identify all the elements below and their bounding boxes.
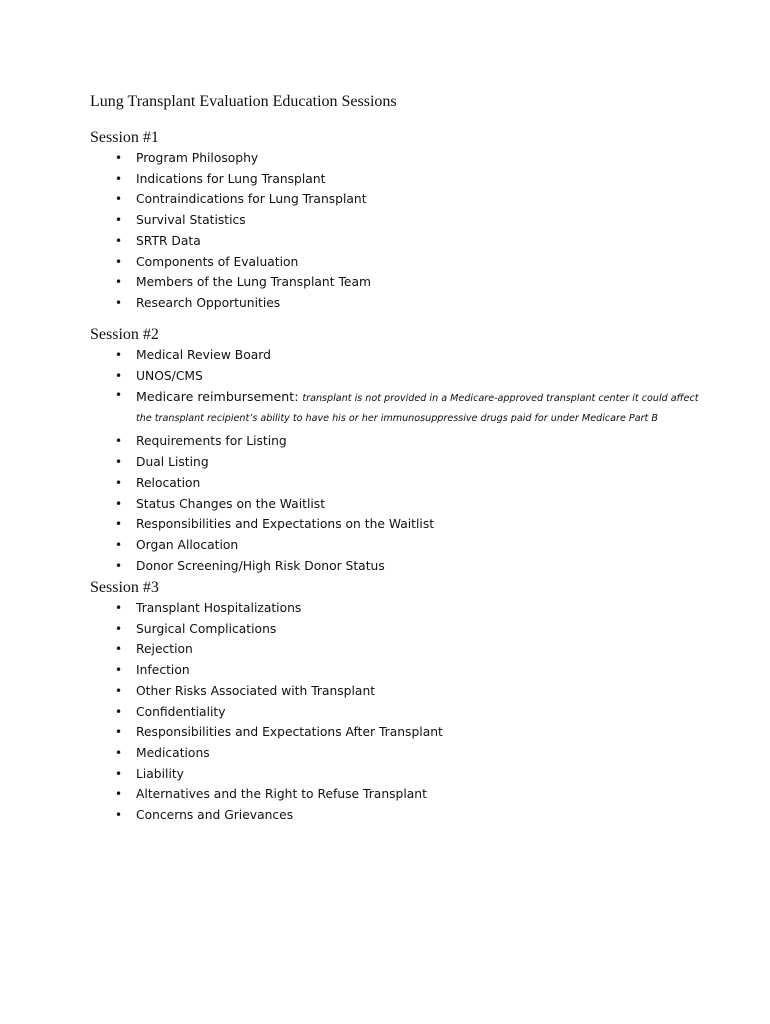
session-heading: Session #1: [90, 129, 159, 146]
list-item: [90, 514, 710, 535]
list-item: [90, 598, 710, 619]
list-item-text: Infection: [136, 663, 190, 678]
list-item: [90, 702, 710, 723]
list-item: [90, 169, 710, 190]
bullet-icon: •: [115, 171, 123, 186]
list-item: [90, 805, 710, 826]
list-item-text: Organ Allocation: [136, 537, 239, 552]
bullet-icon: •: [115, 642, 123, 657]
medicare-note: transplant is not provided in a Medicare-approved transplant center it could affect: [302, 393, 699, 405]
session-heading: Session #2: [90, 326, 159, 343]
list-item-text: Medicare reimbursement:: [136, 389, 299, 405]
bullet-icon: •: [115, 496, 123, 511]
bullet-icon: •: [115, 434, 123, 449]
bullet-icon: •: [115, 621, 123, 636]
list-item: [90, 148, 710, 169]
list-item-text: Survival Statistics: [136, 213, 246, 228]
list-item-text: Medications: [136, 745, 210, 760]
bullet-icon: •: [115, 192, 123, 207]
bullet-icon: •: [115, 725, 123, 740]
session-heading: Session #3: [90, 579, 159, 596]
medicare-note-continued: the transplant recipient’s ability to have his or her immunosuppressive drugs paid for under Medicare Part B: [136, 413, 658, 425]
list-item-text: Relocation: [136, 475, 201, 490]
list-item: [90, 252, 710, 273]
list-item: [90, 494, 710, 515]
list-item: [90, 660, 710, 681]
bullet-icon: •: [115, 683, 123, 698]
bullet-icon: •: [115, 275, 123, 290]
list-item-text: Surgical Complications: [136, 621, 277, 636]
session-3-list: [90, 598, 710, 826]
list-item: [90, 764, 710, 785]
list-item-text: Dual Listing: [136, 455, 209, 470]
list-item-text: SRTR Data: [136, 233, 201, 248]
bullet-icon: •: [115, 254, 123, 269]
bullet-icon: •: [115, 601, 123, 615]
bullet-icon: •: [115, 808, 123, 823]
list-item: [90, 293, 710, 314]
list-item-text: Responsibilities and Expectations After Transplant: [136, 725, 443, 740]
bullet-icon: •: [115, 787, 123, 802]
list-item: [90, 639, 710, 660]
list-item: [90, 556, 710, 577]
list-item: [90, 681, 710, 702]
bullet-icon: •: [115, 213, 123, 228]
list-item-text: Indications for Lung Transplant: [136, 171, 326, 186]
list-item: [90, 722, 710, 743]
list-item-text: Transplant Hospitalizations: [136, 601, 302, 615]
bullet-icon: •: [115, 558, 123, 573]
list-item: [90, 189, 710, 210]
list-item: [90, 231, 710, 252]
bullet-icon: •: [115, 295, 123, 310]
list-item-text: Medical Review Board: [136, 348, 271, 362]
session-2: [90, 325, 710, 576]
list-item-text: Status Changes on the Waitlist: [136, 496, 326, 511]
list-item-text: Requirements for Listing: [136, 434, 287, 449]
list-item-text: Liability: [136, 766, 184, 781]
list-item: [90, 210, 710, 231]
list-item: [90, 784, 710, 805]
list-item: [90, 366, 710, 387]
list-item-text: Confidentiality: [136, 704, 226, 719]
bullet-icon: •: [115, 348, 123, 362]
session-1: [90, 128, 710, 314]
list-item-text: Responsibilities and Expectations on the Waitlist: [136, 517, 435, 532]
list-item: [90, 452, 710, 473]
list-item: [90, 431, 710, 452]
bullet-icon: •: [115, 475, 123, 490]
bullet-icon: •: [115, 704, 123, 719]
list-item: [90, 743, 710, 764]
bullet-icon: •: [115, 455, 123, 470]
list-item-text: Members of the Lung Transplant Team: [136, 275, 371, 290]
list-item-text: Rejection: [136, 642, 193, 657]
list-item-text: Other Risks Associated with Transplant: [136, 683, 376, 698]
list-item-text: Contraindications for Lung Transplant: [136, 192, 367, 207]
list-item-text: Research Opportunities: [136, 295, 281, 310]
list-item-text: Donor Screening/High Risk Donor Status: [136, 558, 385, 573]
bullet-icon: •: [115, 368, 123, 383]
list-item: [90, 473, 710, 494]
list-item-text: Components of Evaluation: [136, 254, 299, 269]
bullet-icon: •: [115, 745, 123, 760]
bullet-icon: •: [115, 233, 123, 248]
list-item-text: Concerns and Grievances: [136, 808, 294, 823]
bullet-icon: •: [115, 663, 123, 678]
list-item: [90, 535, 710, 556]
list-item: [90, 345, 710, 366]
list-item-text: UNOS/CMS: [136, 368, 203, 383]
session-1-list: [90, 148, 710, 314]
list-item: [90, 619, 710, 640]
session-3: [90, 578, 710, 826]
bullet-icon: •: [115, 766, 123, 781]
document-title: Lung Transplant Evaluation Education Sessions: [90, 93, 397, 110]
bullet-icon: •: [115, 517, 123, 532]
list-item-text: Program Philosophy: [136, 151, 259, 165]
bullet-icon: •: [115, 537, 123, 552]
list-item-medicare: [90, 386, 710, 431]
list-item-text: Alternatives and the Right to Refuse Transplant: [136, 787, 427, 802]
bullet-icon: •: [115, 388, 123, 403]
list-item: [90, 272, 710, 293]
session-2-list: [90, 345, 710, 576]
bullet-icon: •: [115, 151, 123, 165]
